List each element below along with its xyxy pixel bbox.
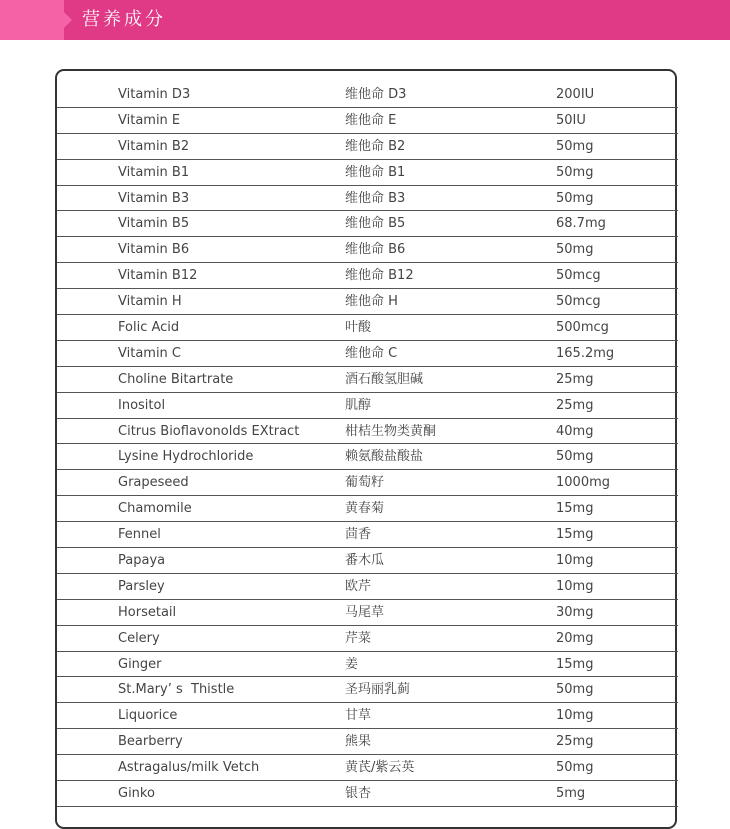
ingredient-amount: 50mcg [556, 294, 601, 310]
table-row [57, 237, 678, 263]
ingredient-amount: 25mg [556, 734, 594, 750]
table-row [57, 134, 678, 160]
table-row [57, 755, 678, 781]
ingredient-name: Vitamin B3 [118, 190, 190, 206]
ingredient-chinese-name: 姜 [345, 656, 359, 672]
ingredient-chinese-name: 维他命 B2 [345, 138, 406, 154]
ingredient-chinese-name: 茴香 [345, 527, 372, 543]
ingredient-amount: 10mg [556, 578, 594, 594]
ingredient-amount: 200IU [556, 87, 595, 102]
section-title: 营养成分 [82, 9, 166, 30]
table-row [57, 574, 678, 600]
ingredient-amount: 165.2mg [556, 345, 615, 361]
table-row [57, 211, 678, 237]
ingredient-chinese-name: 柑桔生物类黄酮 [345, 423, 437, 439]
ingredient-chinese-name: 甘草 [345, 708, 372, 724]
table-row [57, 367, 678, 393]
table-row [57, 729, 678, 755]
table-row [57, 703, 678, 729]
ingredient-chinese-name: 圣玛丽乳蓟 [345, 682, 411, 698]
ingredient-name: Fennel [118, 527, 161, 543]
ingredient-chinese-name: 肌醇 [345, 397, 372, 413]
table-row [57, 263, 678, 289]
ingredient-chinese-name: 马尾草 [345, 604, 385, 620]
ingredient-name: Citrus Bioflavonolds EXtract [118, 423, 300, 439]
ingredient-name: Vitamin E [118, 112, 181, 128]
ingredient-chinese-name: 维他命 E [345, 112, 397, 128]
ingredient-amount: 1000mg [556, 475, 610, 491]
ingredient-amount: 10mg [556, 553, 594, 569]
table-row [57, 781, 678, 807]
ingredient-chinese-name: 维他命 B6 [345, 242, 406, 258]
ingredient-chinese-name: 欧芹 [345, 578, 372, 594]
ingredient-amount: 50mg [556, 449, 594, 465]
ingredient-chinese-name: 熊果 [345, 734, 372, 750]
ingredient-amount: 50mg [556, 190, 594, 206]
header-tab-decoration [0, 0, 64, 40]
ingredient-chinese-name: 叶酸 [345, 320, 372, 336]
ingredient-name: Inositol [118, 397, 166, 413]
ingredient-amount: 68.7mg [556, 216, 606, 232]
table-row [57, 548, 678, 574]
ingredient-chinese-name: 维他命 D3 [345, 87, 407, 102]
nutrition-table [57, 82, 678, 807]
ingredient-name: Lysine Hydrochloride [118, 449, 254, 465]
ingredient-name: Vitamin B2 [118, 138, 190, 154]
table-row [57, 444, 678, 470]
ingredient-name: Horsetail [118, 604, 177, 620]
table-row [57, 341, 678, 367]
ingredient-chinese-name: 赖氨酸盐酸盐 [345, 449, 424, 465]
ingredient-amount: 15mg [556, 656, 594, 672]
ingredient-amount: 20mg [556, 630, 594, 646]
ingredient-amount: 25mg [556, 397, 594, 413]
ingredient-name: Astragalus/milk Vetch [118, 760, 260, 776]
section-header [0, 0, 730, 40]
ingredient-name: Vitamin B12 [118, 268, 198, 284]
ingredient-name: Vitamin C [118, 345, 182, 361]
ingredient-name: Vitamin H [118, 294, 182, 310]
table-row [57, 496, 678, 522]
table-row [57, 522, 678, 548]
ingredient-name: Folic Acid [118, 320, 180, 336]
ingredient-name: Ginko [118, 786, 155, 802]
ingredient-name: Vitamin B6 [118, 242, 190, 258]
ingredient-chinese-name: 维他命 B12 [345, 268, 414, 284]
ingredient-amount: 50IU [556, 112, 586, 128]
ingredient-amount: 25mg [556, 371, 594, 387]
ingredient-amount: 50mg [556, 164, 594, 180]
table-row [57, 470, 678, 496]
table-row [57, 419, 678, 445]
ingredient-amount: 40mg [556, 423, 594, 439]
ingredient-name: Ginger [118, 656, 162, 672]
table-row [57, 626, 678, 652]
ingredient-chinese-name: 维他命 C [345, 345, 398, 361]
ingredient-amount: 500mcg [556, 320, 609, 336]
ingredient-chinese-name: 番木瓜 [345, 553, 385, 569]
ingredient-amount: 15mg [556, 527, 594, 543]
table-row [57, 108, 678, 134]
ingredient-chinese-name: 维他命 B1 [345, 164, 406, 180]
ingredient-amount: 50mg [556, 682, 594, 698]
ingredient-name: Chamomile [118, 501, 192, 517]
ingredient-name: Celery [118, 630, 160, 646]
table-row [57, 652, 678, 678]
ingredient-amount: 30mg [556, 604, 594, 620]
ingredient-chinese-name: 芹菜 [345, 630, 372, 646]
ingredient-amount: 5mg [556, 786, 586, 802]
ingredient-amount: 50mg [556, 138, 594, 154]
ingredient-amount: 50mg [556, 242, 594, 258]
table-row [57, 289, 678, 315]
ingredient-amount: 15mg [556, 501, 594, 517]
ingredient-name: Parsley [118, 578, 165, 594]
ingredient-chinese-name: 银杏 [345, 786, 372, 802]
ingredient-chinese-name: 维他命 B3 [345, 190, 406, 206]
ingredient-amount: 10mg [556, 708, 594, 724]
table-row [57, 186, 678, 212]
ingredient-name: St.Mary’ s Thistle [118, 682, 235, 698]
ingredient-name: Choline Bitartrate [118, 371, 234, 387]
ingredient-chinese-name: 黄春菊 [345, 501, 385, 517]
header-arrow-icon [64, 12, 72, 28]
ingredient-chinese-name: 维他命 B5 [345, 216, 406, 232]
ingredient-amount: 50mcg [556, 268, 601, 284]
table-row [57, 82, 678, 108]
table-row [57, 160, 678, 186]
ingredient-name: Vitamin B5 [118, 216, 190, 232]
ingredient-name: Vitamin B1 [118, 164, 190, 180]
ingredient-name: Vitamin D3 [118, 87, 191, 102]
ingredient-name: Grapeseed [118, 475, 189, 491]
ingredient-name: Liquorice [118, 708, 178, 724]
ingredient-chinese-name: 葡萄籽 [345, 475, 385, 491]
table-row [57, 677, 678, 703]
ingredient-amount: 50mg [556, 760, 594, 776]
table-row [57, 315, 678, 341]
ingredient-chinese-name: 酒石酸氢胆碱 [345, 371, 424, 387]
ingredient-name: Bearberry [118, 734, 183, 750]
table-row [57, 600, 678, 626]
ingredient-chinese-name: 黄芪/紫云英 [345, 760, 415, 776]
ingredient-chinese-name: 维他命 H [345, 294, 398, 310]
ingredient-name: Papaya [118, 553, 166, 569]
table-row [57, 393, 678, 419]
